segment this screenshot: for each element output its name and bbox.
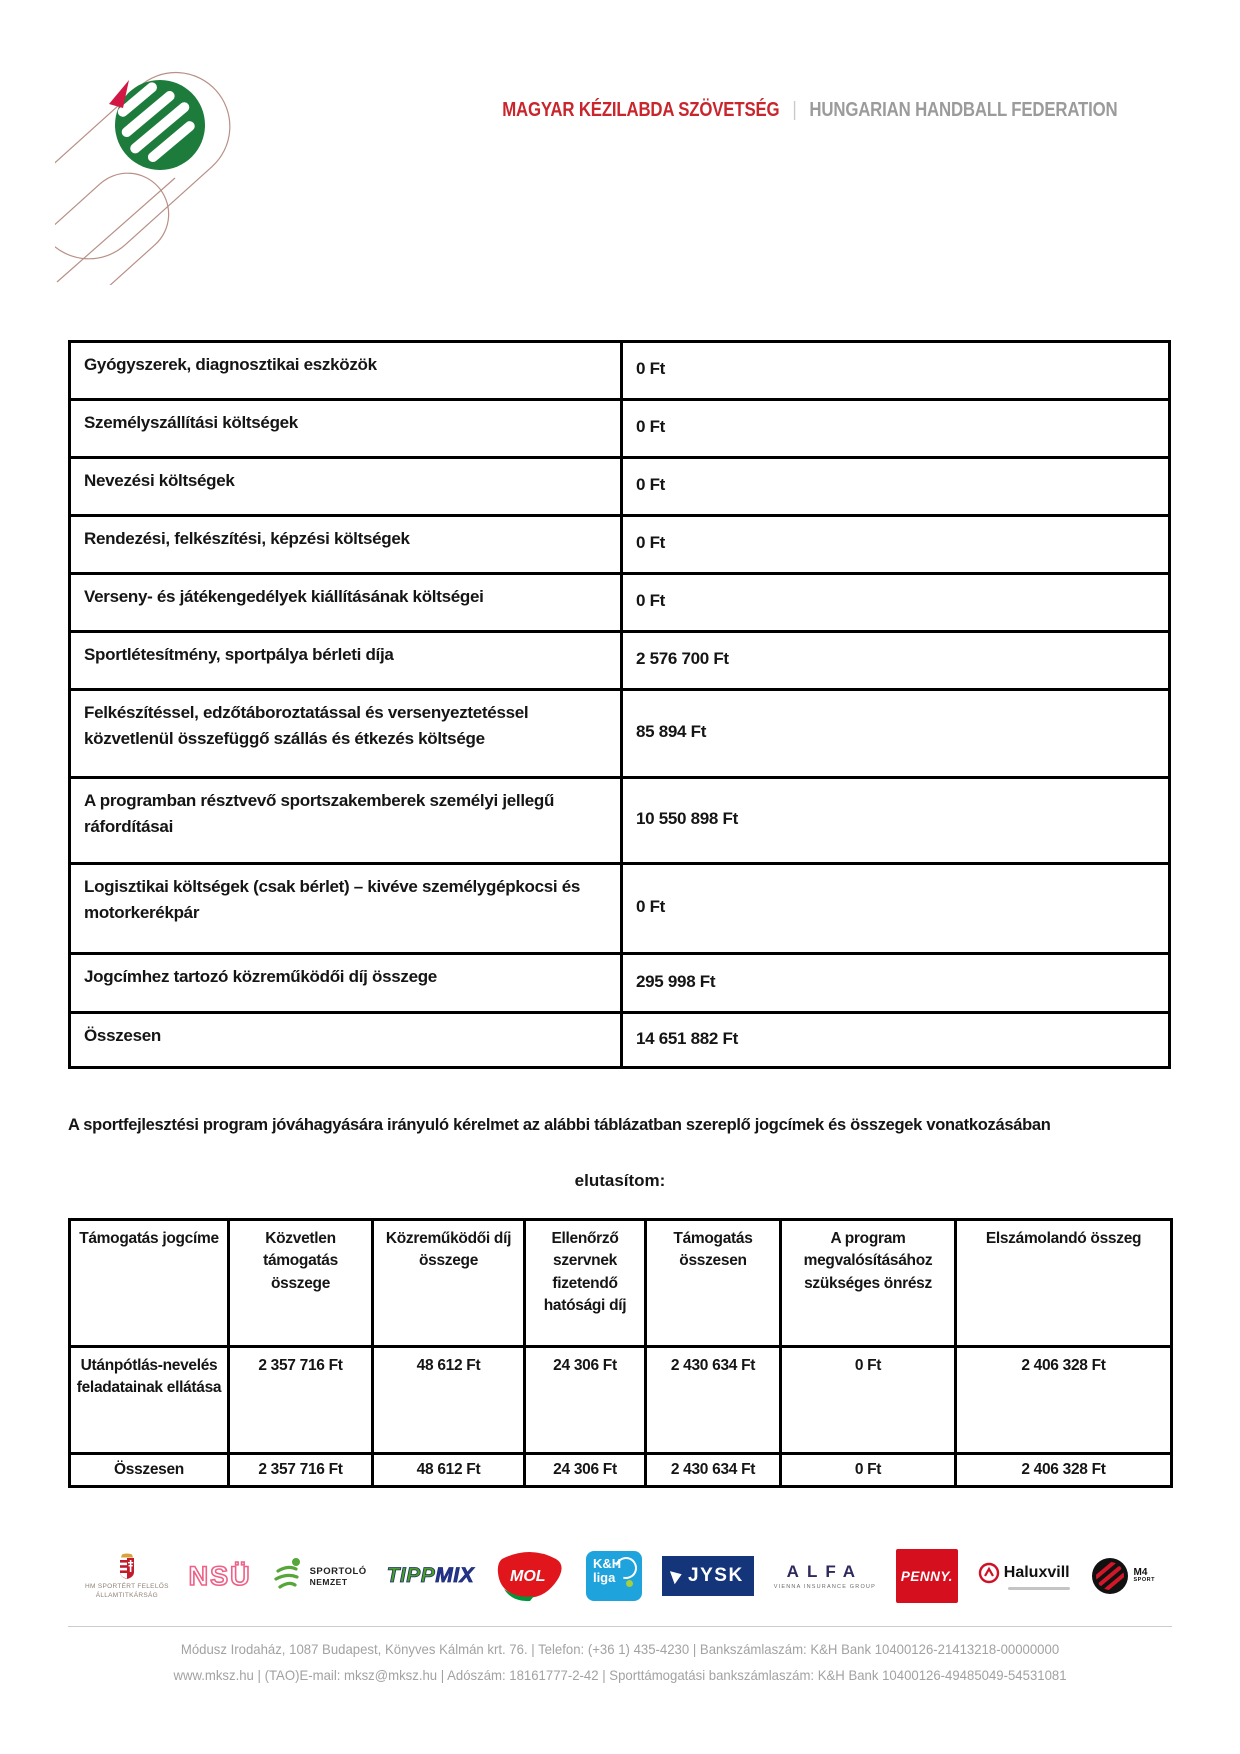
brand-name-hu: MAGYAR KÉZILABDA SZÖVETSÉG [502,99,780,121]
table-row [70,400,1170,458]
sponsor-logo-m4-sport [1090,1556,1155,1596]
tippmix-wordmark-part1: TIPP [386,1564,436,1587]
sponsor-logo-sportolo-nemzet [272,1557,367,1595]
sponsor-logo-penny [896,1549,958,1603]
sponsor-logo-hm-allamtitkarsag [85,1552,169,1600]
cost-label: Sportlétesítmény, sportpálya bérleti díja [70,632,622,690]
footer [0,1636,1240,1688]
mol-shield-icon [494,1549,566,1603]
footer-contact-line: www.mksz.hu | (TAO)E-mail: mksz@mksz.hu | Adószám: 18161777-2-42 | Sporttámogatási bankszámlaszám: K&H Bank 10400126-49485049-54531081 [173,1667,1067,1683]
cost-value-total: 14 651 882 Ft [622,1013,1170,1068]
cell-value: 48 612 Ft [373,1454,525,1487]
table-row [70,574,1170,632]
cell-value: 2 406 328 Ft [956,1347,1172,1454]
column-header: Elszámolandó összeg [956,1220,1172,1347]
cell-value: 2 430 634 Ft [646,1347,781,1454]
table-row [70,1347,1172,1454]
cost-label-total: Összesen [70,1013,622,1068]
cell-value: 0 Ft [781,1347,956,1454]
mol-wordmark: MOL [510,1568,546,1585]
summary-table [68,1218,1173,1488]
table-row [70,690,1170,778]
cost-value: 0 Ft [622,864,1170,954]
table-header-row [70,1220,1172,1347]
cost-value: 0 Ft [622,458,1170,516]
cell-value: 2 430 634 Ft [646,1454,781,1487]
penny-wordmark: PENNY. [896,1549,958,1603]
haluxvill-tagline [1008,1587,1070,1590]
column-header: Támogatás jogcíme [70,1220,229,1347]
brand-separator: | [792,99,798,121]
column-header: Támogatás összesen [646,1220,781,1347]
jysk-wordmark: JYSK [688,1565,744,1586]
haluxvill-emblem-icon [978,1562,1000,1584]
brand-name-en: HUNGARIAN HANDBALL FEDERATION [809,99,1118,121]
table-row [70,954,1170,1013]
column-header: Közvetlen támogatás összege [229,1220,373,1347]
cost-label: Nevezési költségek [70,458,622,516]
table-row [70,1013,1170,1068]
nemzet-label: NEMZET [309,1576,348,1587]
table-total-row [70,1454,1172,1487]
table-row [70,516,1170,574]
sponsor-caption-line1: HM SPORTÉRT FELELŐS [85,1583,169,1591]
sponsor-logo-tippmix [387,1564,475,1588]
table-row [70,342,1170,400]
cost-value: 10 550 898 Ft [622,778,1170,864]
sponsor-logo-nsu [189,1561,252,1592]
cost-label: Gyógyszerek, diagnosztikai eszközök [70,342,622,400]
nsu-wordmark: NSÜ [188,1560,252,1591]
column-header: A program megvalósításához szükséges önrész [781,1220,956,1347]
decision-word: elutasítom: [574,1171,666,1190]
runner-icon [272,1557,306,1595]
m4-wordmark: M4 [1133,1567,1148,1579]
sponsor-logo-alfa [774,1562,876,1590]
cost-value: 2 576 700 Ft [622,632,1170,690]
cell-value: 2 357 716 Ft [229,1454,373,1487]
support-category: Utánpótlás-nevelés feladatainak ellátása [70,1347,229,1454]
footer-divider [68,1626,1172,1627]
total-label: Összesen [70,1454,229,1487]
cost-label: Jogcímhez tartozó közreműködői díj összege [70,954,622,1013]
sponsor-logo-kh-liga [586,1551,642,1601]
cost-value: 0 Ft [622,400,1170,458]
sponsor-logo-strip [85,1536,1155,1616]
cost-value: 85 894 Ft [622,690,1170,778]
alfa-subtext: VIENNA INSURANCE GROUP [773,1584,876,1590]
sponsor-logo-jysk [662,1556,754,1596]
footer-address-line: Módusz Irodaház, 1087 Budapest, Könyves Kálmán krt. 76. | Telefon: (+36 1) 435-4230 | Bankszámlaszám: K&H Bank 10400126-21413218-00000000 [180,1641,1060,1657]
cost-label: A programban résztvevő sportszakemberek személyi jellegű ráfordításai [70,778,622,864]
cell-value: 2 357 716 Ft [229,1347,373,1454]
m4-sport-label: SPORT [1133,1577,1155,1584]
column-header: Ellenőrző szervnek fizetendő hatósági díj [525,1220,646,1347]
sponsor-logo-haluxvill [978,1562,1070,1590]
handball-hand-logo-icon [55,60,250,285]
statement-paragraph: A sportfejlesztési program jóváhagyására irányuló kérelmet az alábbi táblázatban szereplő jogcímek és összegek vonatkozásában [68,1116,1051,1134]
cell-value: 48 612 Ft [373,1347,525,1454]
cost-value: 0 Ft [622,342,1170,400]
sponsor-logo-mol [494,1549,566,1603]
goose-icon [670,1568,684,1585]
table-row [70,778,1170,864]
sponsor-caption-line2: ÁLLAMTITKÁRSÁG [95,1591,159,1599]
column-header: Közreműködői díj összege [373,1220,525,1347]
cell-value: 24 306 Ft [525,1454,646,1487]
table-row [70,458,1170,516]
haluxvill-wordmark: Haluxvill [1003,1564,1070,1581]
liga-wordmark: liga [592,1570,616,1586]
table-row [70,864,1170,954]
cost-label: Személyszállítási költségek [70,400,622,458]
header-brand-line [385,99,1118,122]
cell-value: 24 306 Ft [525,1347,646,1454]
ball-dot-icon [626,1580,633,1587]
cell-value: 2 406 328 Ft [956,1454,1172,1487]
alfa-wordmark: ALFA [786,1562,864,1581]
cell-value: 0 Ft [781,1454,956,1487]
kh-wordmark: K&H [592,1556,622,1571]
cost-label: Felkészítéssel, edzőtáboroztatással és versenyeztetéssel közvetlenül összefüggő szállás és étkezés költsége [70,690,622,778]
cost-value: 0 Ft [622,574,1170,632]
table-row [70,632,1170,690]
cost-label: Logisztikai költségek (csak bérlet) – kivéve személygépkocsi és motorkerékpár [70,864,622,954]
hungarian-coat-of-arms-icon [116,1552,138,1580]
mksz-logo [55,60,250,290]
cost-value: 0 Ft [622,516,1170,574]
costs-table [68,340,1171,1069]
cost-label: Rendezési, felkészítési, képzési költségek [70,516,622,574]
cost-value: 295 998 Ft [622,954,1170,1013]
sportolo-label: SPORTOLÓ [309,1565,367,1577]
m4-circle-icon [1090,1556,1130,1596]
tippmix-wordmark-part2: MIX [435,1564,475,1587]
cost-label: Verseny- és játékengedélyek kiállításának költségei [70,574,622,632]
